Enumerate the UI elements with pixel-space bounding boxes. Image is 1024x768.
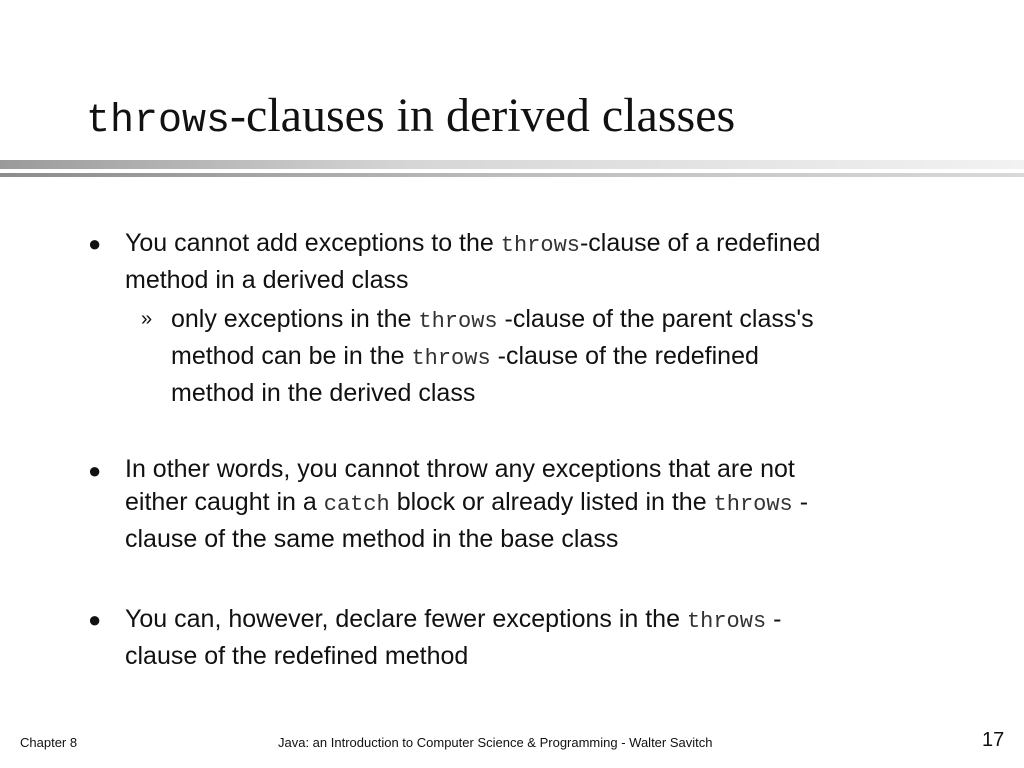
title-divider-top [0, 160, 1024, 169]
text: either caught in a [125, 488, 324, 516]
bullet-2-line-2 [125, 485, 945, 522]
code-keyword: throws [411, 346, 491, 371]
bullet-3-line-2: clause of the redefined method [125, 642, 469, 670]
code-keyword: throws [713, 492, 793, 517]
sub-bullet-line-3: method in the derived class [171, 379, 476, 407]
sub-bullet-chevron-icon: » [141, 308, 153, 330]
bullet-3 [88, 602, 945, 674]
text: You cannot add exceptions to the [125, 229, 501, 257]
sub-bullet-1 [141, 302, 951, 411]
title-text: -clauses in derived classes [230, 89, 736, 142]
bullet-dot-icon: ● [88, 231, 102, 256]
bullet-2-line-3: clause of the same method in the base class [125, 525, 619, 553]
text: -clause of a redefined [579, 229, 821, 257]
bullet-1-line-1 [125, 226, 945, 263]
bullet-2 [88, 453, 945, 557]
text: You can, however, declare fewer exceptions in the [125, 605, 687, 633]
text: method can be in the [171, 342, 412, 370]
title-divider-bottom [0, 173, 1024, 177]
code-keyword: throws [686, 609, 767, 634]
title-code: throws [86, 99, 231, 144]
bullet-dot-icon: ● [88, 607, 102, 632]
text: - [766, 605, 782, 633]
sub-bullet-line-2 [171, 339, 951, 376]
text: only exceptions in the [171, 305, 419, 333]
bullet-1-line-2: method in a derived class [125, 266, 409, 294]
footer-book-title: Java: an Introduction to Computer Science & Programming - Walter Savitch [278, 735, 713, 750]
footer-chapter: Chapter 8 [20, 735, 78, 750]
text: - [792, 488, 809, 516]
page-number: 17 [982, 729, 1005, 751]
text: -clause of the parent class's [497, 305, 814, 333]
code-keyword: throws [418, 309, 498, 334]
bullet-3-line-1 [125, 602, 945, 639]
text: -clause of the redefined [490, 342, 759, 370]
code-keyword: throws [500, 233, 580, 258]
bullet-1 [88, 226, 945, 298]
text: block or already listed in the [389, 488, 714, 516]
bullet-dot-icon: ● [88, 458, 102, 483]
slide-title [86, 84, 735, 154]
bullet-2-line-1: In other words, you cannot throw any exceptions that are not [125, 455, 795, 483]
sub-bullet-line-1 [171, 302, 951, 339]
code-keyword: catch [323, 492, 390, 517]
